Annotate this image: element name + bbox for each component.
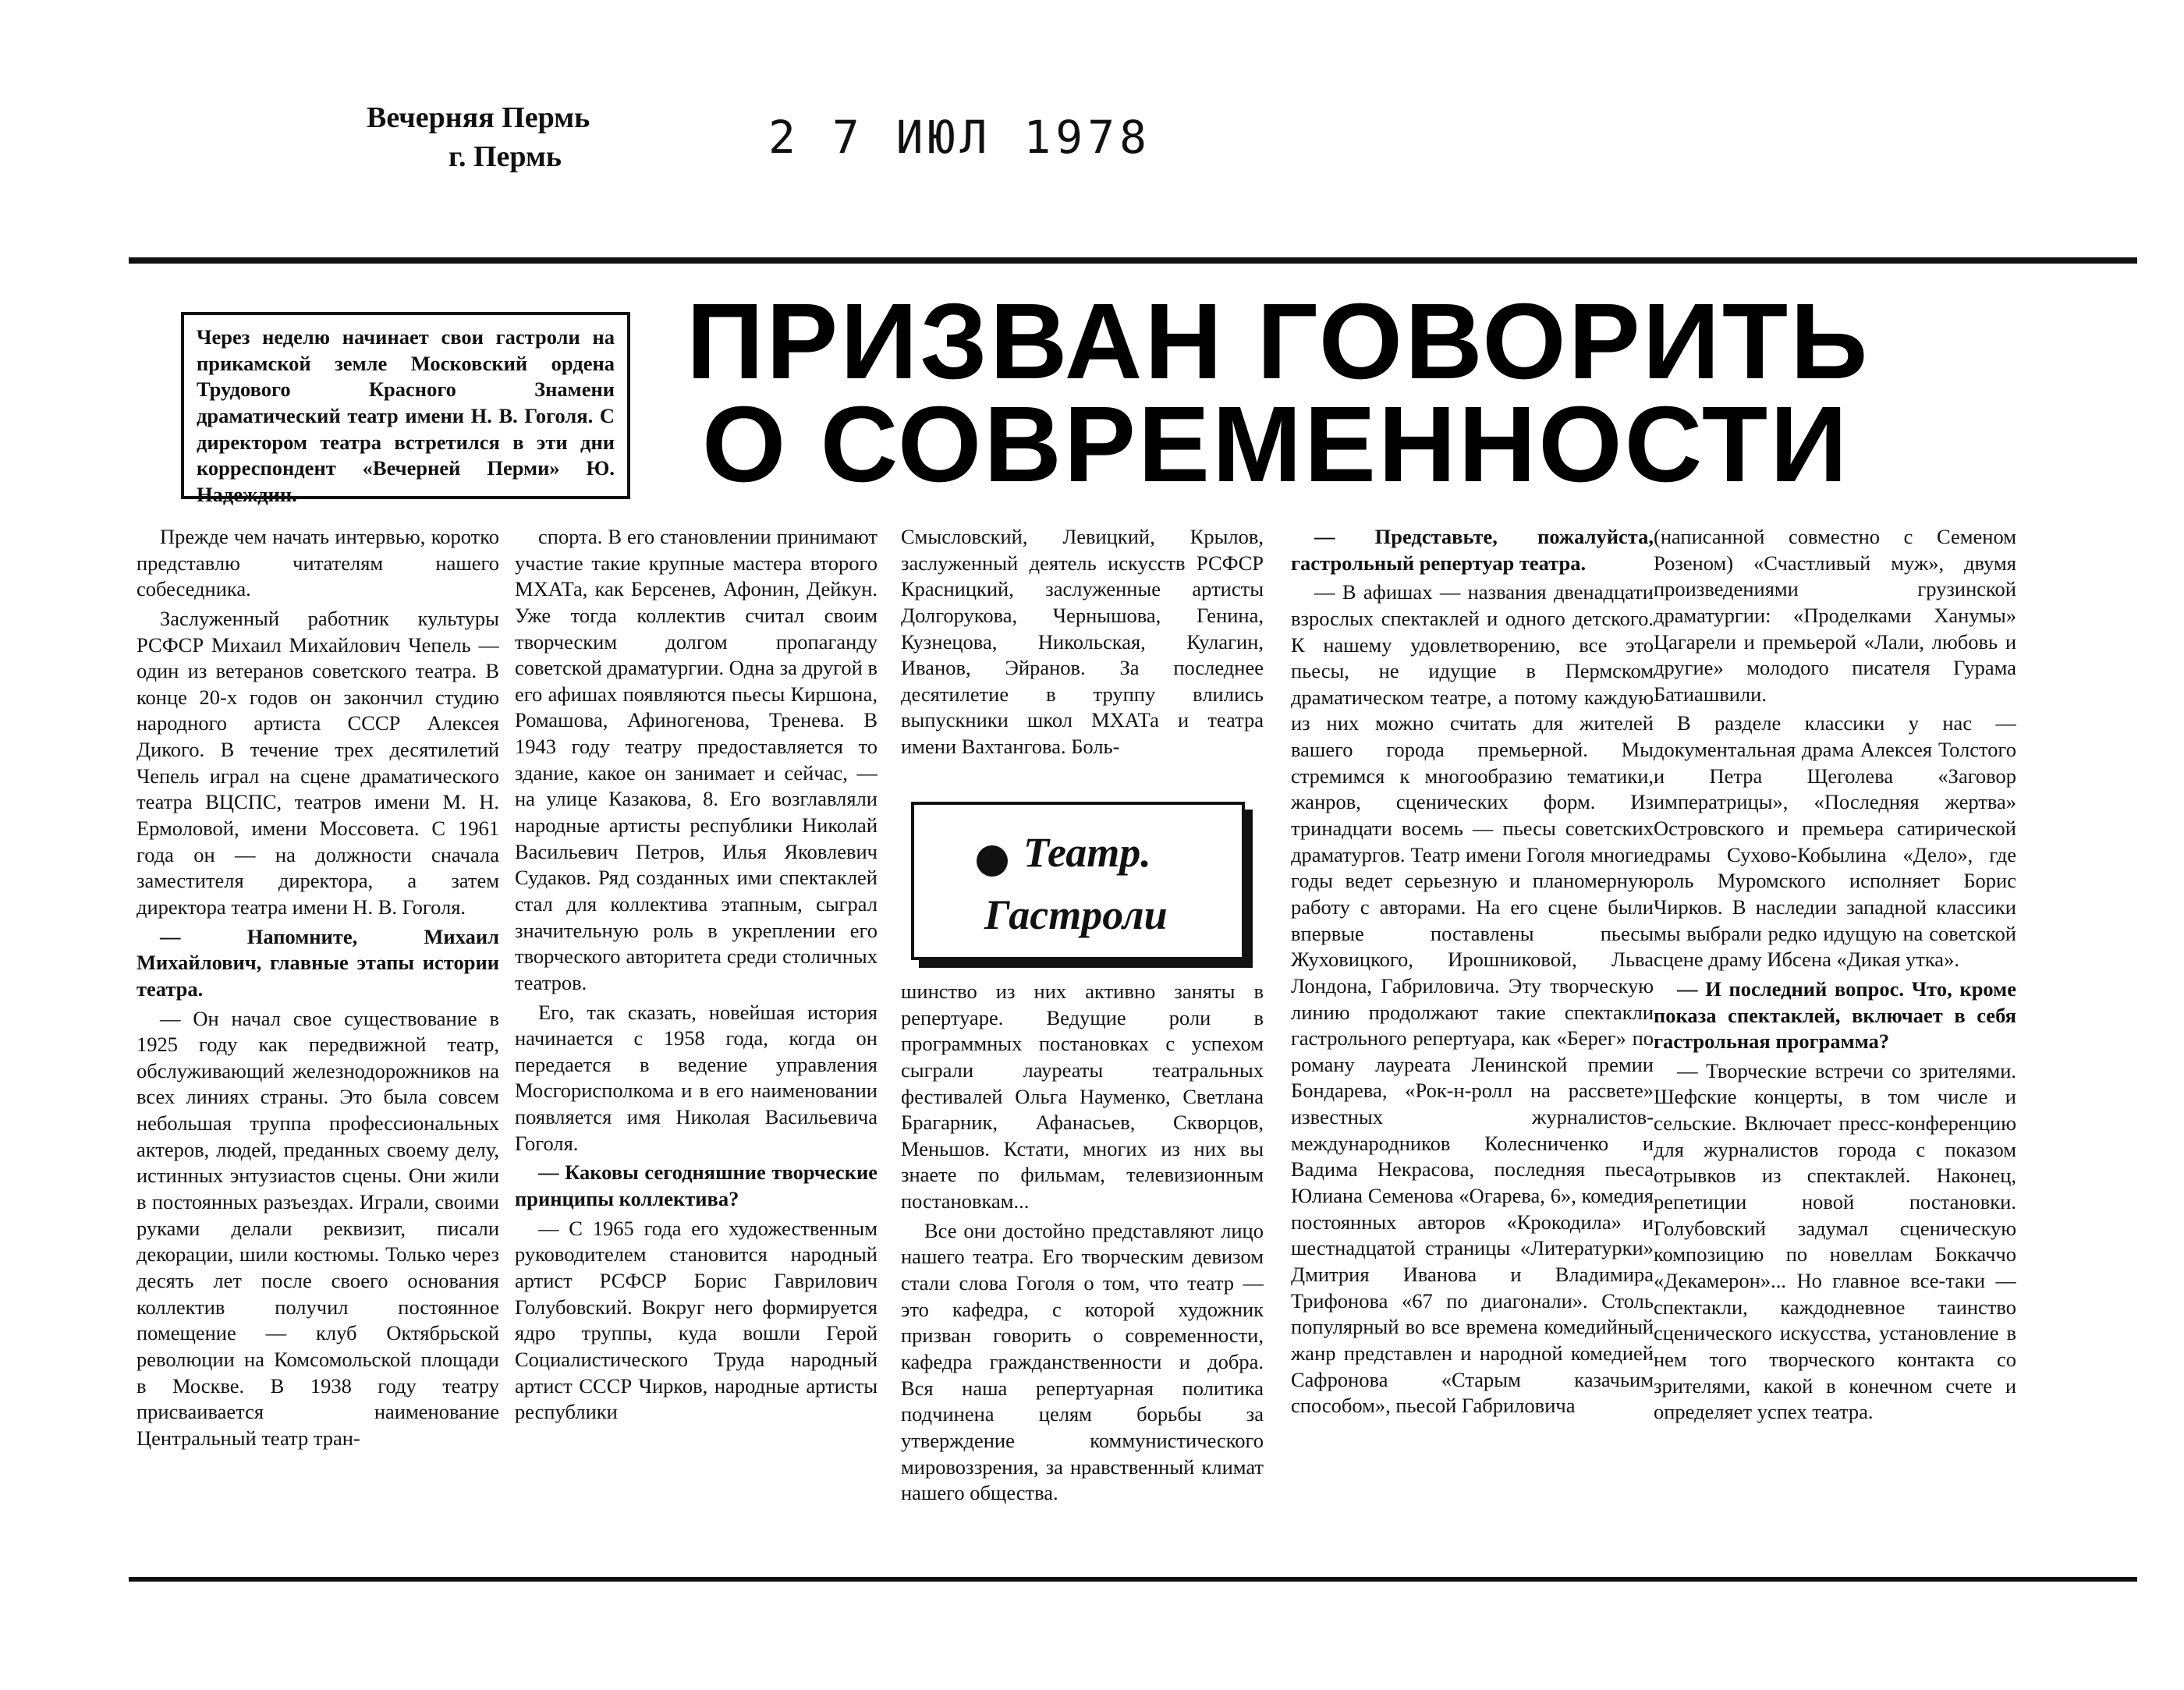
paragraph: — В афишах — названия двенадцати взрослых спектаклей и одного детского. К нашему удовлетворению, все это пьесы, не идущие в Пермском драматическом театре, а потому каждую из них можно считать для жителей вашего города премьерной. Мы стремимся к многообразию тематики, жанров, сценических форм. Из тринадцати восемь — пьесы советских драматургов. Театр имени Гоголя многие годы ведет серьезную и планомерную работу с авторами. На его сцене были впервые поставлены пьесы Жуховицкого, Ирошниковой, Льва Лондона, Габриловича. Эту творческую линию продолжают такие спектакли гастрольного репертуара, как «Берег» по роману лауреата Ленинской премии Бондарева, «Рок-н-ролл на рассвете» известных журналистов-международников Колесниченко и Вадима Некрасова, последняя пьеса Юлиана Семенова «Огарева, 6», комедия постоянных авторов «Крокодила» и шестнадцатой страницы «Литературки» Дмитрия Иванова и Владимира Трифонова «67 по диагонали». Столь популярный во все времена комедийный жанр представлен и народной комедией Сафронова «Старым казачьим способом», пьесой Габриловича (1291, 580, 1654, 1418)
paragraph: Смысловский, Левицкий, Крылов, заслуженный деятель искусств РСФСР Красницкий, заслуженные артисты Долгорукова, Чернышова, Генина, Кузнецова, Никольская, Кулагин, Иванов, Эйранов. За последнее десятилетие в труппу влились выпускники школ МХАТа и театра имени Вахтангова. Боль- (901, 525, 1264, 759)
interview-question: — И последний вопрос. Что, кроме показа спектаклей, включает в себя гастрольная программа? (1654, 976, 2016, 1054)
newspaper-name: Вечерняя Пермь (367, 101, 590, 134)
rubric-box (911, 802, 1245, 960)
headline (686, 282, 2106, 505)
newspaper-city: г. Пермь (448, 140, 562, 173)
top-rule (129, 257, 2137, 264)
headline-line-1: ПРИЗВАН ГОВОРИТЬ (686, 282, 1870, 402)
rubric-line-2: Гастроли (984, 891, 1168, 938)
paragraph: Прежде чем начать интервью, коротко представлю читателям нашего собеседника. (136, 525, 499, 601)
clipping-date: 2 7 ИЮЛ 1978 (768, 111, 1152, 164)
article-column-4 (1291, 524, 1654, 1569)
rubric-line-1: Театр. (1023, 829, 1151, 876)
lede-box: Через неделю начинает свои гастроли на прикамской земле Московский ордена Трудового Красного Знамени драматический театр имени Н. В. Гоголя. С директором театра встретился в эти дни корреспондент «Вечерней Перми» Ю. Надеждин. (181, 312, 630, 499)
paragraph: В разделе классики у нас — документальная драма Алексея Толстого и Петра Щеголева «Заговор императрицы», «Последняя жертва» Островского и премьера сатирической драмы Сухово-Кобылина «Дело», где роль Муромского исполняет Борис Чирков. В наследии западной классики мы выбрали редко идущую на советской сцене драму Ибсена «Дикая утка». (1654, 711, 2016, 972)
paragraph: — С 1965 года его художественным руководителем становится народный артист РСФСР Борис Гаврилович Голубовский. Вокруг него формируется ядро труппы, куда вошли Герой Социалистического Труда народный артист СССР Чирков, народные артисты республики (515, 1216, 878, 1424)
article-column-5 (1654, 524, 2016, 1569)
paragraph: Его, так сказать, новейшая история начинается с 1958 года, когда он передается в ведение управления Мосгорисполкома и в его наименовании появляется имя Николая Васильевича Гоголя. (515, 1000, 878, 1155)
interview-question: — Напомните, Михаил Михайлович, главные этапы истории театра. (136, 924, 499, 1001)
headline-line-2: О СОВРЕМЕННОСТИ (702, 384, 1850, 505)
article-column-1 (136, 524, 499, 1569)
interview-question: — Каковы сегодняшние творческие принципы коллектива? (515, 1160, 878, 1211)
paragraph: спорта. В его становлении принимают участие такие крупные мастера второго МХАТа, как Берсенев, Афонин, Дейкун. Уже тогда коллектив считал своим творческим долгом пропаганду советской драматургии. Одна за другой в его афишах появляются пьесы Киршона, Ромашова, Афиногенова, Тренева. В 1943 году театру предоставляется то здание, какое он занимает и сейчас, — на улице Казакова, 8. Его возглавляли народные артисты республики Николай Васильевич Петров, Илья Яковлевич Судаков. Ряд созданных ими спектаклей стал для коллектива этапным, сыграл значительную роль в укреплении его творческого авторитета среди столичных театров. (515, 525, 878, 994)
paragraph: Все они достойно представляют лицо нашего театра. Его творческим девизом стали слова Гоголя о том, что театр — это кафедра, с которой художник призван говорить о современности, кафедра гражданственности и добра. Вся наша репертуарная политика подчинена целям борьбы за утверждение коммунистического мировоззрения, за нравственный климат нашего общества. (901, 1218, 1264, 1505)
paragraph: Заслуженный работник культуры РСФСР Михаил Михайлович Чепель — один из ветеранов советского театра. В конце 20-х годов он закончил студию народного артиста СССР Алексея Дикого. В течение трех десятилетий Чепель играл на сцене драматического театра ВЦСПС, театров имени М. Н. Ермоловой, имени Моссовета. С 1961 года он — на должности сначала заместителя директора, а затем директора театра имени Н. В. Гоголя. (136, 606, 499, 919)
paragraph: — Он начал свое существование в 1925 году как передвижной театр, обслуживающий железнодорожников на всех линиях страны. Это была совсем небольшая труппа профессиональных актеров, людей, преданных своему делу, истинных энтузиастов сцены. Они жили в постоянных разъездах. Играли, своими руками делали реквизит, писали декорации, шили костюмы. Только через десять лет после своего основания коллектив получил постоянное помещение — клуб Октябрьской революции на Комсомольской площади в Москве. В 1938 году театру присваивается наименование Центральный театр тран- (136, 1006, 499, 1450)
bottom-rule (129, 1577, 2137, 1582)
interview-question: — Представьте, пожалуйста, гастрольный репертуар театра. (1291, 525, 1654, 575)
bullet-icon (977, 845, 1008, 877)
paragraph: — Творческие встречи со зрителями. Шефские концерты, в том числе и сельские. Включает пресс-конференцию для журналистов города с показом отрывков из спектаклей. Наконец, репетиции новой постановки. Голубовский задумал сценическую композицию по новеллам Боккаччо «Декамерон»... Но главное все-таки — спектакли, каждодневное таинство сценического искусства, установление в нем того творческого контакта со зрителями, какой в конечном счете и определяет успех театра. (1654, 1058, 2016, 1424)
article-column-2 (515, 524, 878, 1569)
article-column-3-top (901, 524, 1264, 781)
paragraph: шинство из них активно заняты в репертуаре. Ведущие роли в программных постановках с успехом сыграли лауреаты театральных фестивалей Ольга Науменко, Светлана Брагарник, Афанасьев, Скворцов, Меньшов. Кстати, многих из них вы знаете по фильмам, телевизионным постановкам... (901, 980, 1264, 1213)
paragraph: (написанной совместно с Семеном Розеном) «Счастливый муж», двумя произведениями грузинской драматургии: «Проделками Ханумы» Цагарели и премьерой «Лали, любовь и другие» молодого писателя Гурама Батиашвили. (1654, 525, 2016, 706)
article-column-3-bottom (901, 979, 1264, 1571)
